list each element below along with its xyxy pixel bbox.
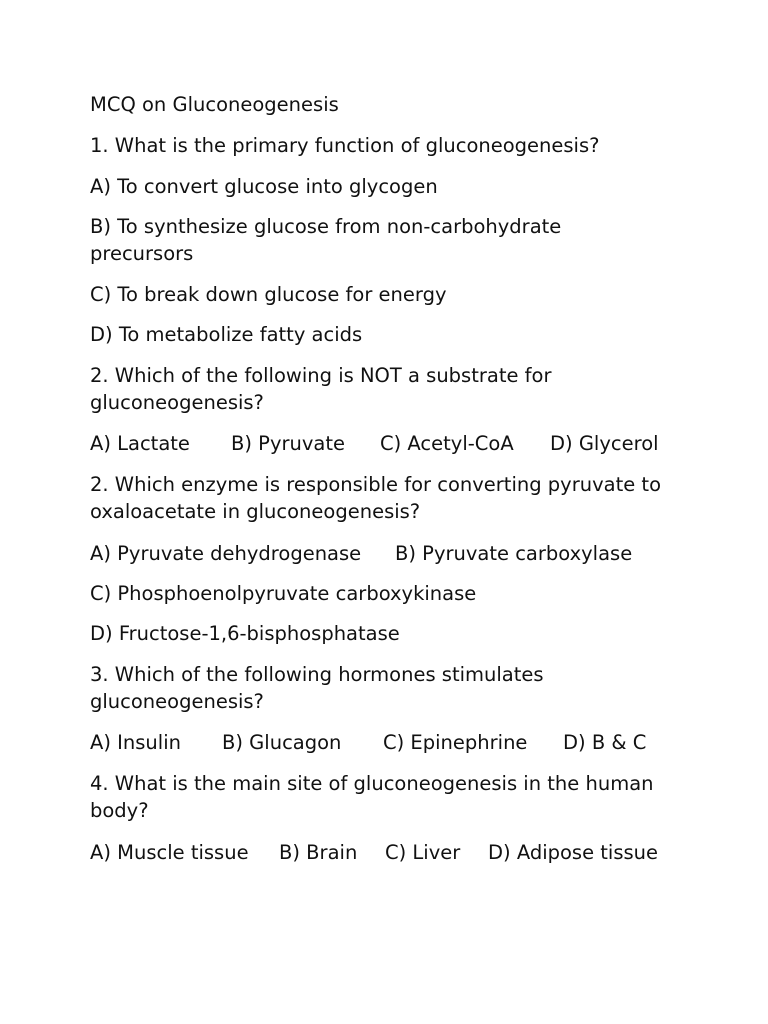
question-1-option-c: C) To break down glucose for energy (90, 283, 447, 306)
document-title: MCQ on Gluconeogenesis (90, 93, 339, 116)
question-1-option-a: A) To convert glucose into glycogen (90, 175, 438, 198)
question-3-option-a: A) Insulin (90, 731, 181, 754)
question-4-option-a: A) Muscle tissue (90, 841, 249, 864)
question-2-option-d: D) Glycerol (550, 432, 659, 455)
question-3-text: 3. Which of the following hormones stimulates gluconeogenesis? (90, 663, 544, 713)
question-2b-option-b: B) Pyruvate carboxylase (395, 542, 633, 565)
question-3-option-d: D) B & C (563, 731, 647, 754)
question-1-option-b: B) To synthesize glucose from non-carbohydrate precursors (90, 215, 562, 265)
question-2-option-a: A) Lactate (90, 432, 190, 455)
question-4-text: 4. What is the main site of gluconeogenesis in the human body? (90, 772, 654, 822)
question-4-option-b: B) Brain (279, 841, 358, 864)
question-4-option-d: D) Adipose tissue (488, 841, 659, 864)
question-3-option-c: C) Epinephrine (383, 731, 528, 754)
question-1-option-d: D) To metabolize fatty acids (90, 323, 363, 346)
question-1-text: 1. What is the primary function of gluconeogenesis? (90, 134, 600, 157)
question-2-option-c: C) Acetyl-CoA (380, 432, 514, 455)
question-2b-option-a: A) Pyruvate dehydrogenase (90, 542, 362, 565)
question-2b-option-d: D) Fructose-1,6-bisphosphatase (90, 622, 400, 645)
question-3-option-b: B) Glucagon (222, 731, 342, 754)
question-2b-text: 2. Which enzyme is responsible for converting pyruvate to oxaloacetate in gluconeogenesis? (90, 473, 661, 523)
question-2-text: 2. Which of the following is NOT a substrate for gluconeogenesis? (90, 364, 552, 414)
question-4-option-c: C) Liver (385, 841, 461, 864)
question-2b-option-c: C) Phosphoenolpyruvate carboxykinase (90, 582, 477, 605)
question-2-option-b: B) Pyruvate (231, 432, 345, 455)
